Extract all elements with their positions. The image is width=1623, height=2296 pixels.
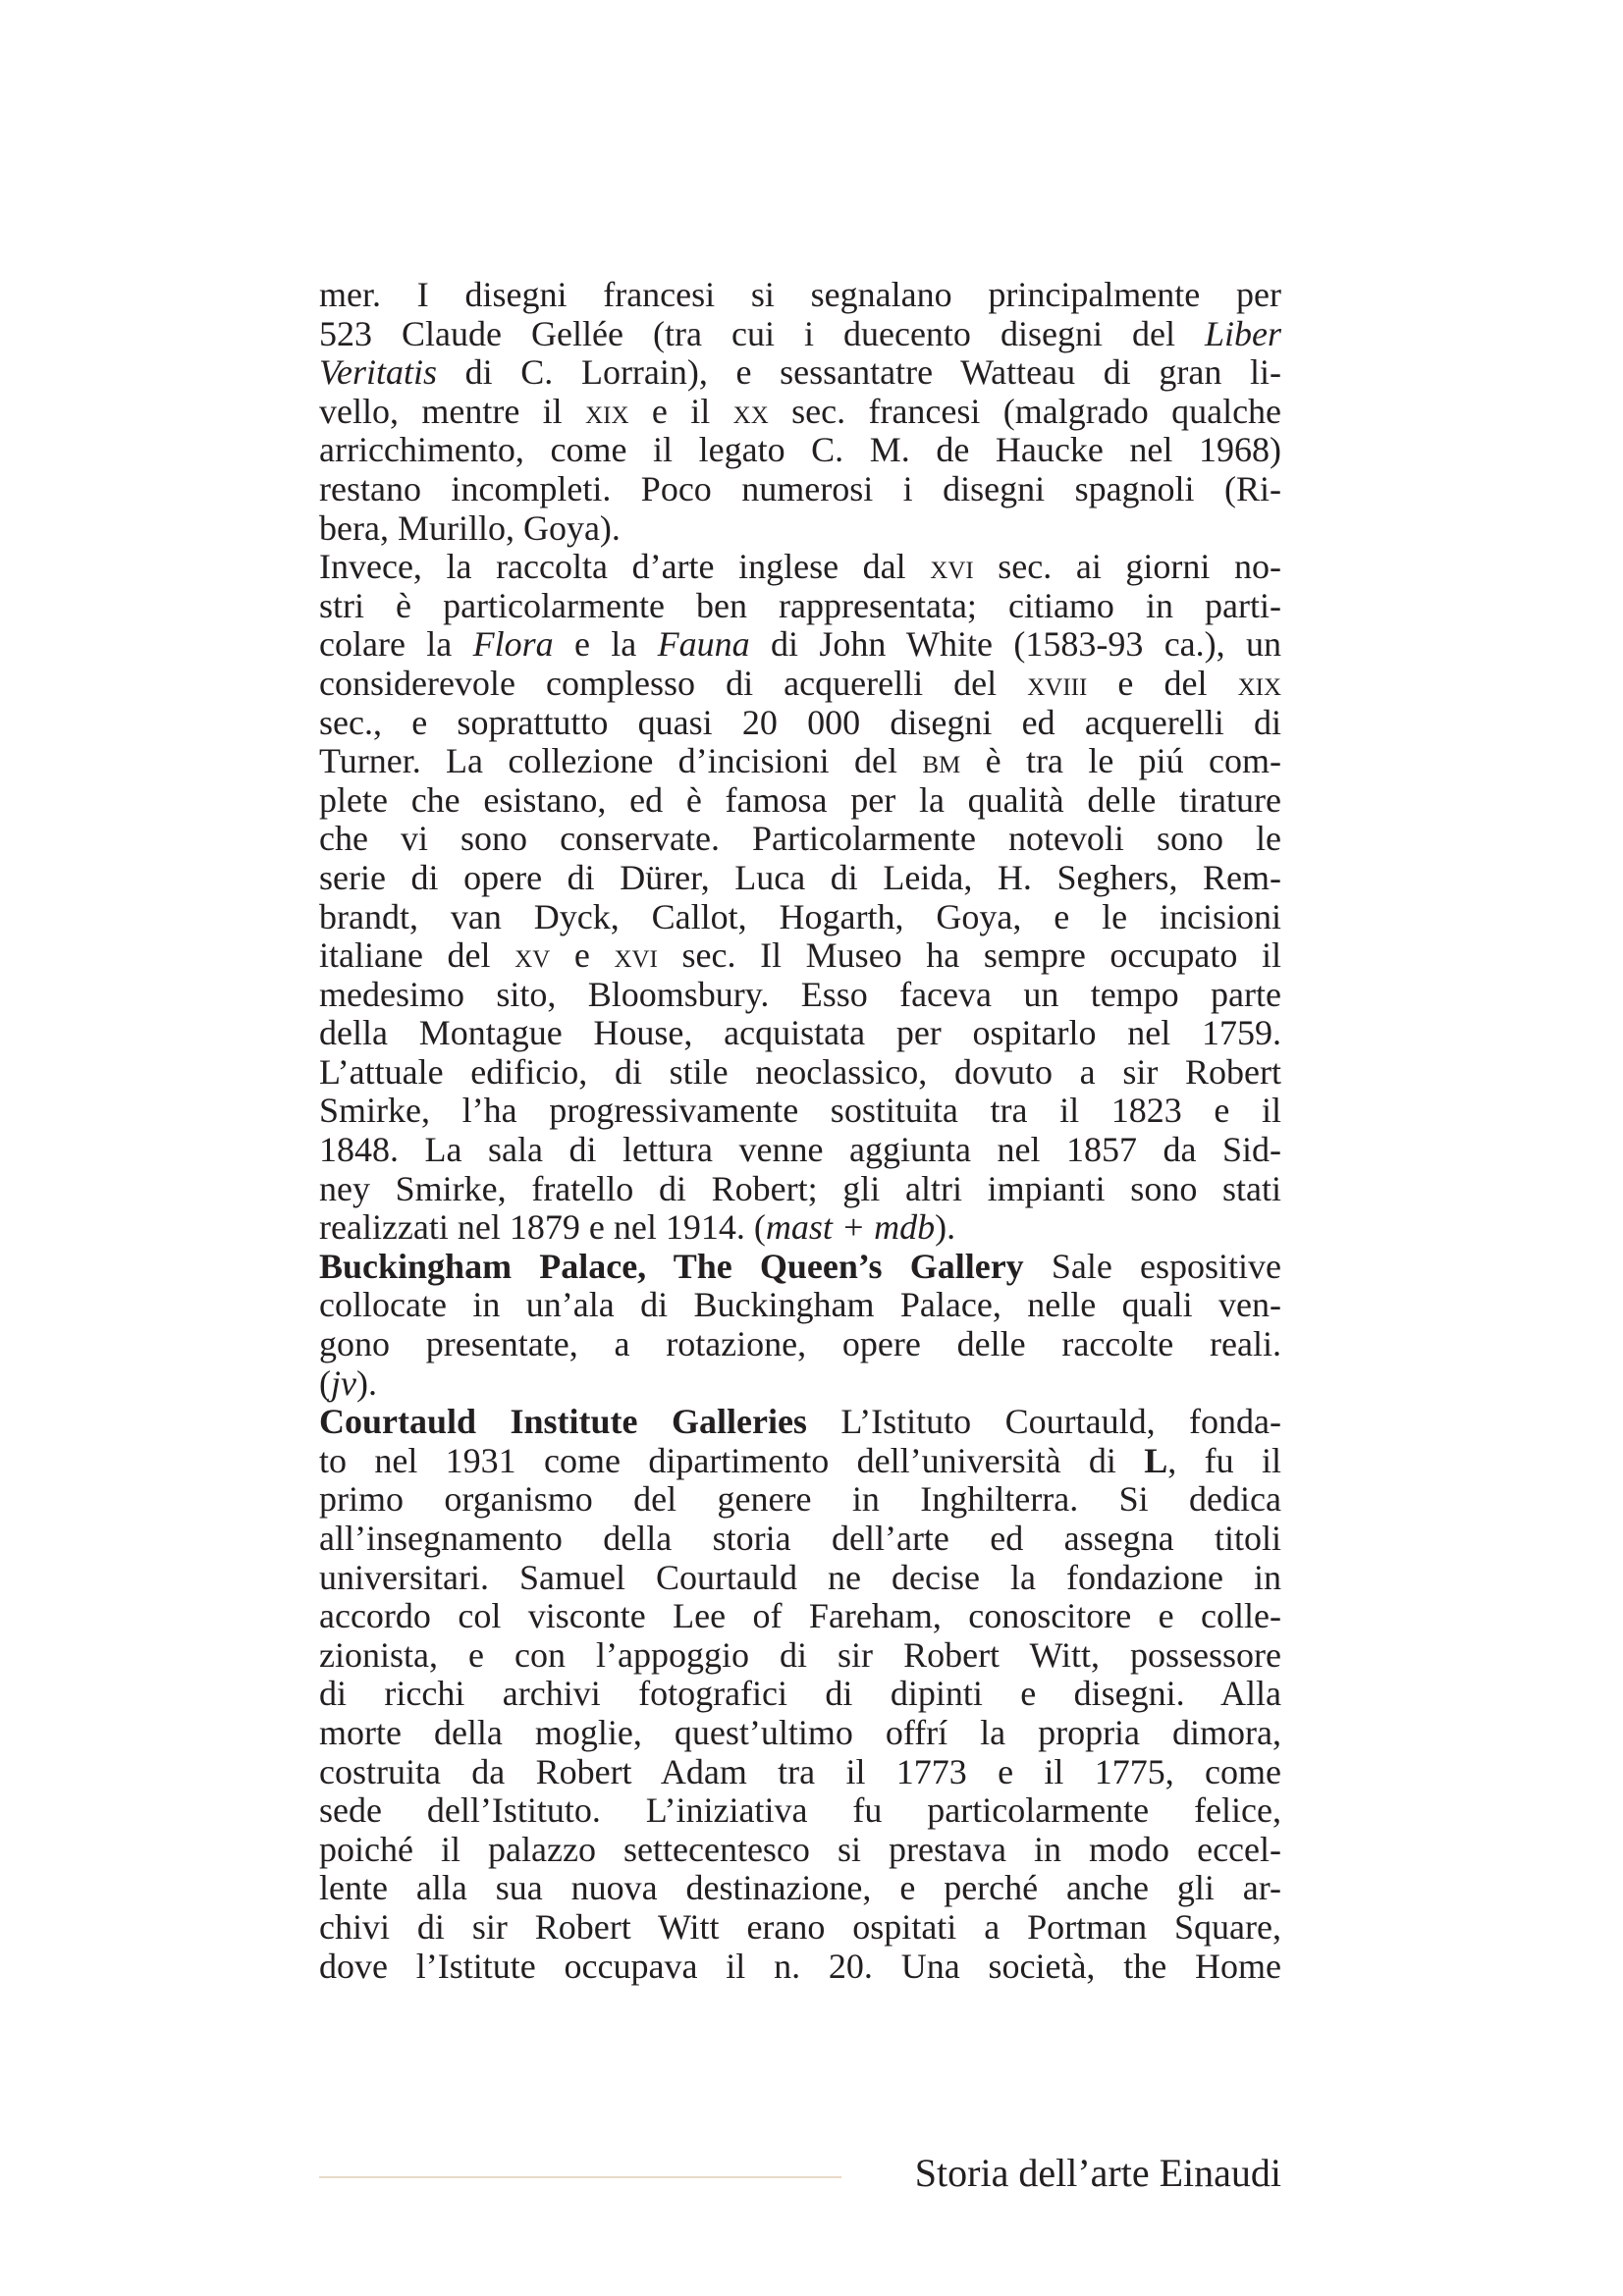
century-numeral: xvi	[614, 935, 658, 976]
text-line: di ricchi archivi fotografici di dipinti e disegni. Alla	[319, 1674, 1281, 1714]
text-line: (jv).	[319, 1362, 377, 1403]
page-footer	[319, 2150, 1281, 2199]
text-line: gono presentate, a rotazione, opere delle raccolte reali.	[319, 1324, 1281, 1364]
text-line: costruita da Robert Adam tra il 1773 e il 1775, come	[319, 1751, 1281, 1791]
work-title: Veritatis	[319, 352, 438, 393]
text-line: brandt, van Dyck, Callot, Hogarth, Goya, e le incisioni	[319, 896, 1281, 936]
text-line: universitari. Samuel Courtauld ne decise la fondazione in	[319, 1557, 1281, 1597]
text-line: to nel 1931 come dipartimento dell’università di L, fu il	[319, 1440, 1281, 1480]
work-title: Flora	[472, 624, 554, 665]
work-title: Liber	[1204, 313, 1281, 353]
text-line: Smirke, l’ha progressivamente sostituita tra il 1823 e il	[319, 1091, 1281, 1131]
text-line: stri è particolarmente ben rappresentata; citiamo in parti-	[319, 585, 1281, 625]
footer-rule	[319, 2176, 841, 2178]
text-line: morte della moglie, quest’ultimo offrí la propria dimora,	[319, 1712, 1281, 1752]
century-numeral: xviii	[1027, 663, 1088, 703]
text-line: italiane del xv e xvi sec. Il Museo ha sempre occupato il	[319, 935, 1281, 976]
text-line: arricchimento, come il legato C. M. de Haucke nel 1968)	[319, 430, 1281, 470]
text-line: che vi sono conservate. Particolarmente notevoli sono le	[319, 819, 1281, 859]
text-line: sede dell’Istituto. L’iniziativa fu particolarmente felice,	[319, 1790, 1281, 1831]
text-line: vello, mentre il xix e il xx sec. francesi (malgrado qualche	[319, 391, 1282, 431]
text-line: all’insegnamento della storia dell’arte ed assegna titoli	[319, 1519, 1281, 1558]
text-line: accordo col visconte Lee of Fareham, conoscitore e colle-	[319, 1596, 1281, 1636]
text-line: della Montague House, acquistata per ospitarlo nel 1759.	[319, 1013, 1281, 1053]
text-line: 523 Claude Gellée (tra cui i duecento disegni del Liber	[319, 313, 1281, 353]
work-title: Fauna	[657, 624, 750, 665]
text-line: Turner. La collezione d’incisioni del bm è tra le piú com-	[319, 741, 1281, 781]
text-line: mer. I disegni francesi si segnalano principalmente per	[319, 275, 1281, 314]
century-numeral: xx	[732, 391, 769, 431]
century-numeral: xix	[1237, 663, 1281, 703]
century-numeral: xv	[514, 935, 551, 976]
century-numeral: xvi	[930, 547, 974, 587]
text-line: Buckingham Palace, The Queen’s Gallery Sale espositive	[319, 1246, 1281, 1286]
text-line: plete che esistano, ed è famosa per la qualità delle tirature	[319, 779, 1281, 820]
text-line: L’attuale edificio, di stile neoclassico, dovuto a sir Robert	[319, 1051, 1281, 1092]
text-line: 1848. La sala di lettura venne aggiunta nel 1857 da Sid-	[319, 1130, 1281, 1170]
text-line: dove l’Istitute occupava il n. 20. Una società, the Home	[319, 1946, 1281, 1986]
text-line: considerevole complesso di acquerelli del xviii e del xix	[319, 663, 1281, 703]
text-line: bera, Murillo, Goya).	[319, 507, 621, 548]
text-line: ney Smirke, fratello di Robert; gli altri impianti sono stati	[319, 1168, 1281, 1208]
century-numeral: xix	[585, 391, 629, 431]
footer-publication-title: Storia dell’arte Einaudi	[914, 2151, 1281, 2195]
text-line: medesimo sito, Bloomsbury. Esso faceva un tempo parte	[319, 974, 1281, 1014]
text-line: lente alla sua nuova destinazione, e perché anche gli ar-	[319, 1868, 1281, 1908]
text-line: poiché il palazzo settecentesco si prestava in modo eccel-	[319, 1829, 1281, 1869]
text-line: restano incompleti. Poco numerosi i disegni spagnoli (Ri-	[319, 468, 1281, 508]
text-line: chivi di sir Robert Witt erano ospitati a Portman Square,	[319, 1906, 1281, 1947]
text-line: zionista, e con l’appoggio di sir Robert Witt, possessore	[319, 1634, 1281, 1675]
author-initials: jv	[331, 1362, 356, 1403]
entry-heading: Buckingham Palace, The Queen’s Gallery	[319, 1246, 1024, 1286]
body-text	[319, 276, 1281, 1986]
entry-heading: Courtauld Institute Galleries	[319, 1402, 807, 1442]
text-line: collocate in un’ala di Buckingham Palace, nelle quali ven-	[319, 1285, 1281, 1325]
text-line: primo organismo del genere in Inghilterra. Si dedica	[319, 1479, 1281, 1520]
text-line: sec., e soprattutto quasi 20 000 disegni ed acquerelli di	[319, 702, 1281, 742]
text-line: Invece, la raccolta d’arte inglese dal xvi sec. ai giorni no-	[319, 547, 1281, 587]
text-line: Veritatis di C. Lorrain), e sessantatre Watteau di gran li-	[319, 352, 1281, 393]
text-line: colare la Flora e la Fauna di John White (1583-93 ca.), un	[319, 624, 1281, 665]
text-line: Courtauld Institute Galleries L’Istituto Courtauld, fonda-	[319, 1402, 1281, 1442]
text-line: realizzati nel 1879 e nel 1914. (mast + mdb).	[319, 1207, 956, 1248]
abbreviation: bm	[922, 741, 961, 781]
city-abbreviation: L	[1144, 1440, 1168, 1480]
author-initials: mast + mdb	[765, 1207, 936, 1248]
text-line: serie di opere di Dürer, Luca di Leida, H. Seghers, Rem-	[319, 857, 1281, 897]
